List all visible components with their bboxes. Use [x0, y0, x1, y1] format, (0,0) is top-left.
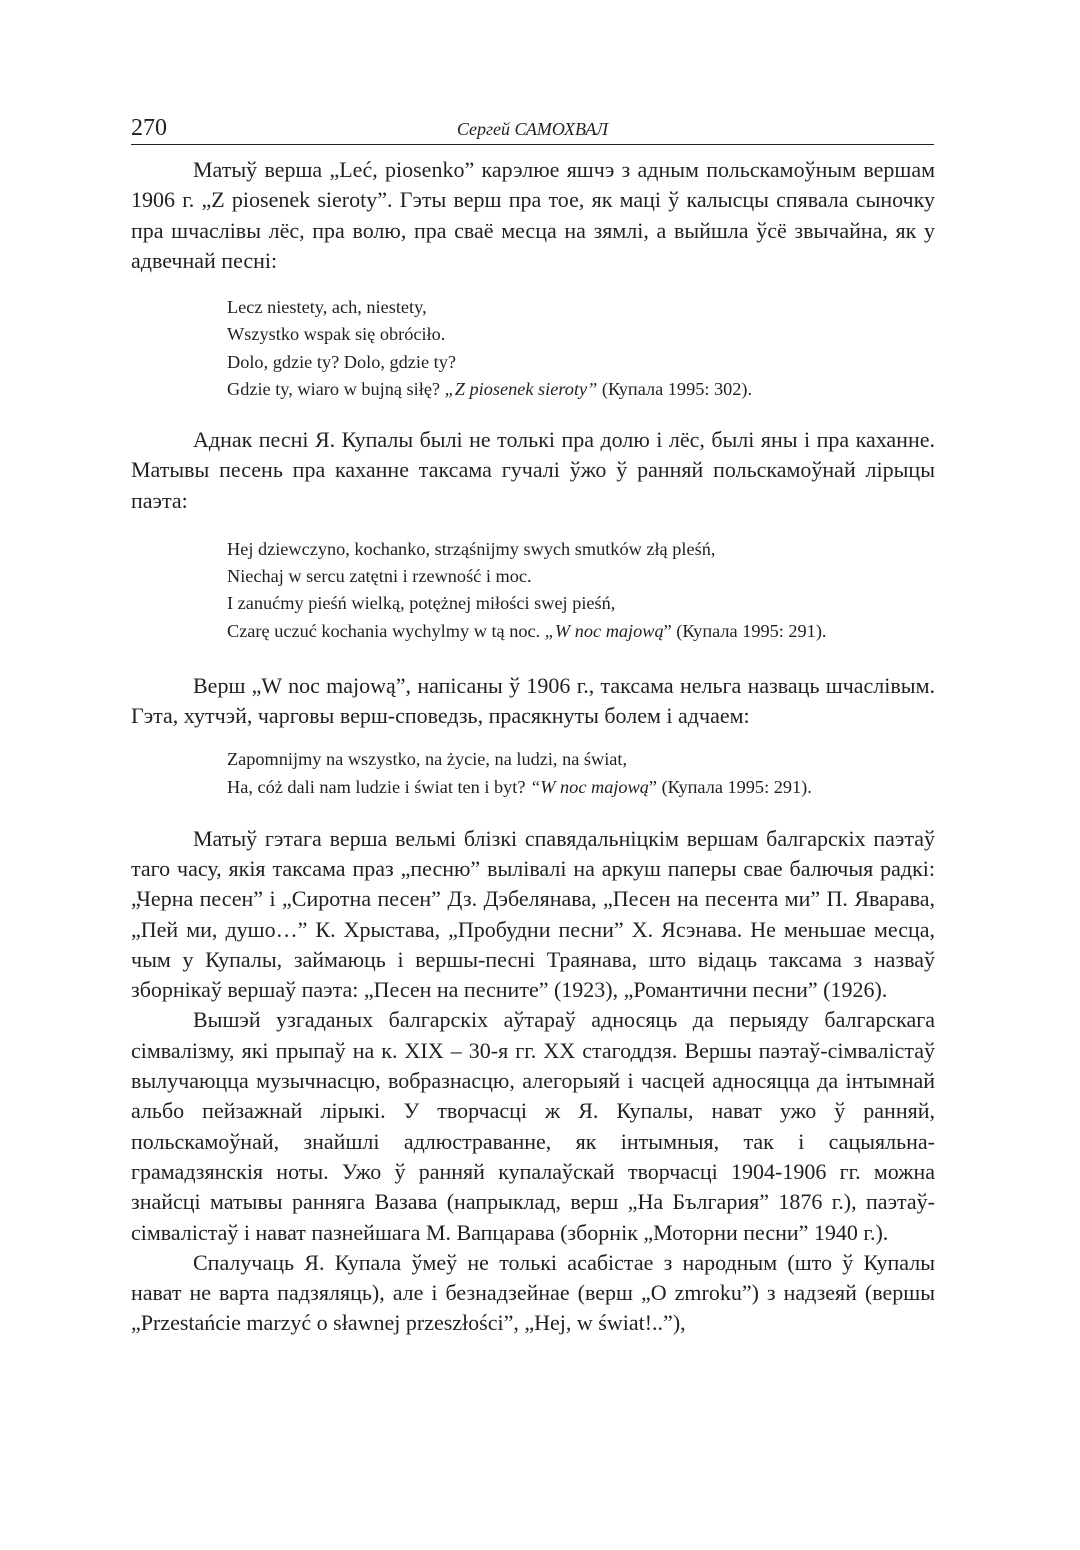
paragraph-5: Вышэй узгаданых балгарскіх аўтараў адносяць да перыяду балгарскага сімвалізму, які прыпаў на к. XIX – 30-я гг. XX стагоддзя. Вершы паэтаў-сімвалістаў вылучаюцца музычнасцю, вобразнасцю, алегорыяй і часцей адносяцца да інтымнай альбо пейзажнай лірыкі. У творчасці ж Я. Купалы, нават ужо ў ранняй, польскамоўнай, знайшлі адлюстраванне, як інтымныя, так і сацыяльна-грамадзянскія ноты. Ужо ў ранняй купалаўскай творчасці 1904-1906 гг. можна знайсці матывы ранняга Вазава (напрыклад, верш „На България” 1876 г.), паэтаў-сімвалістаў і нават пазнейшага М. Вапцарава (зборнік „Моторни песни” 1940 г.).: [131, 1007, 935, 1245]
running-head-author: Сергей САМОХВАЛ: [456, 119, 609, 139]
paragraph-3: Верш „W noc majową”, напісаны ў 1906 г., таксама нельга назваць шчаслівым. Гэта, хутчэй, чарговы верш-споведзь, прасякнуты болем і адчаем:: [131, 672, 935, 728]
verse-source-title: “W noc majową: [530, 776, 649, 797]
verse-quote-3: [227, 746, 935, 800]
verse-text: Ha, cóż dali nam ludzie i świat ten i byt?: [227, 776, 531, 797]
verse-line: Dolo, gdzie ty? Dolo, gdzie ty?: [227, 351, 456, 372]
verse-source-title: „Z piosenek sieroty”: [444, 378, 598, 399]
verse-citation: (Купала 1995: 302).: [597, 378, 753, 399]
paragraph-2: Аднак песні Я. Купалы былі не толькі пра долю і лёс, былі яны і пра каханне. Матывы песень пра каханне таксама гучалі ўжо ў ранняй польскамоўнай лірыцы паэта:: [131, 427, 935, 513]
verse-line: Niechaj w sercu zatętni i rzewność i moc.: [227, 566, 532, 587]
verse-quote-2: [227, 536, 935, 645]
verse-quote-1: [227, 294, 935, 403]
verse-line-with-citation: [227, 774, 935, 801]
verse-line: Hej dziewczyno, kochanko, strząśnijmy swych smutków złą pleśń,: [227, 538, 716, 559]
verse-source-title: „W noc majową: [544, 620, 664, 641]
verse-line-with-citation: [227, 618, 935, 645]
verse-line: Lecz niestety, ach, niestety,: [227, 297, 427, 318]
paragraph-1: Матыў верша „Leć, piosenko” карэлюе яшчэ з адным польскамоўным вершам 1906 г. „Z piosenek sieroty”. Гэты верш пра тое, як маці ў калысцы спявала сыночку пра шчаслівы лёс, пра волю, пра сваё месца на зямлі, а выйшла ўсё звычайна, як у адвечнай песні:: [131, 157, 935, 273]
page-number: 270: [131, 115, 167, 141]
paragraph-4: Матыў гэтага верша вельмі блізкі спавядальніцкім вершам балгарскіх паэтаў таго часу, якія таксама праз „песню” вылівалі на аркуш паперы свае балючыя радкі: „Черна песен” і „Сиротна песен” Дз. Дэбелянава, „Песен на песента ми” П. Яварава, „Пей ми, душо…” К. Хрыстава, „Пробудни песни” Х. Ясэнава. Не меньшае месца, чым у Купалы, займаюць і вершы-песні Траянава, што відаць таксама з назваў зборнікаў вершаў паэта: „Песен на песните” (1923), „Романтични песни” (1926).: [131, 825, 935, 1003]
verse-line: Zapomnijmy na wszystko, na życie, na ludzi, na świat,: [227, 749, 628, 770]
verse-line: Wszystko wspak się obróciło.: [227, 324, 446, 345]
verse-citation: ” (Купала 1995: 291).: [663, 620, 827, 641]
verse-line: I zanućmy pieśń wielką, potężnej miłości swej pieśń,: [227, 593, 616, 614]
verse-text: Czarę uczuć kochania wychylmy w tą noc.: [227, 620, 545, 641]
verse-citation: ” (Купала 1995: 291).: [648, 776, 812, 797]
page-header: [131, 110, 934, 145]
article-body: [131, 155, 935, 1339]
paragraph-6: Спалучаць Я. Купала ўмеў не толькі асабістае з народным (што ў Купалы нават не варта падзяляць), але і безнадзейнае (верш „O zmroku”) з надзеяй (вершы „Przestańcie marzyć o sławnej przeszłości”, „Hej, w świat!..”),: [131, 1249, 935, 1336]
verse-text: Gdzie ty, wiaro w bujną siłę?: [227, 378, 445, 399]
verse-line-with-citation: [227, 376, 935, 403]
